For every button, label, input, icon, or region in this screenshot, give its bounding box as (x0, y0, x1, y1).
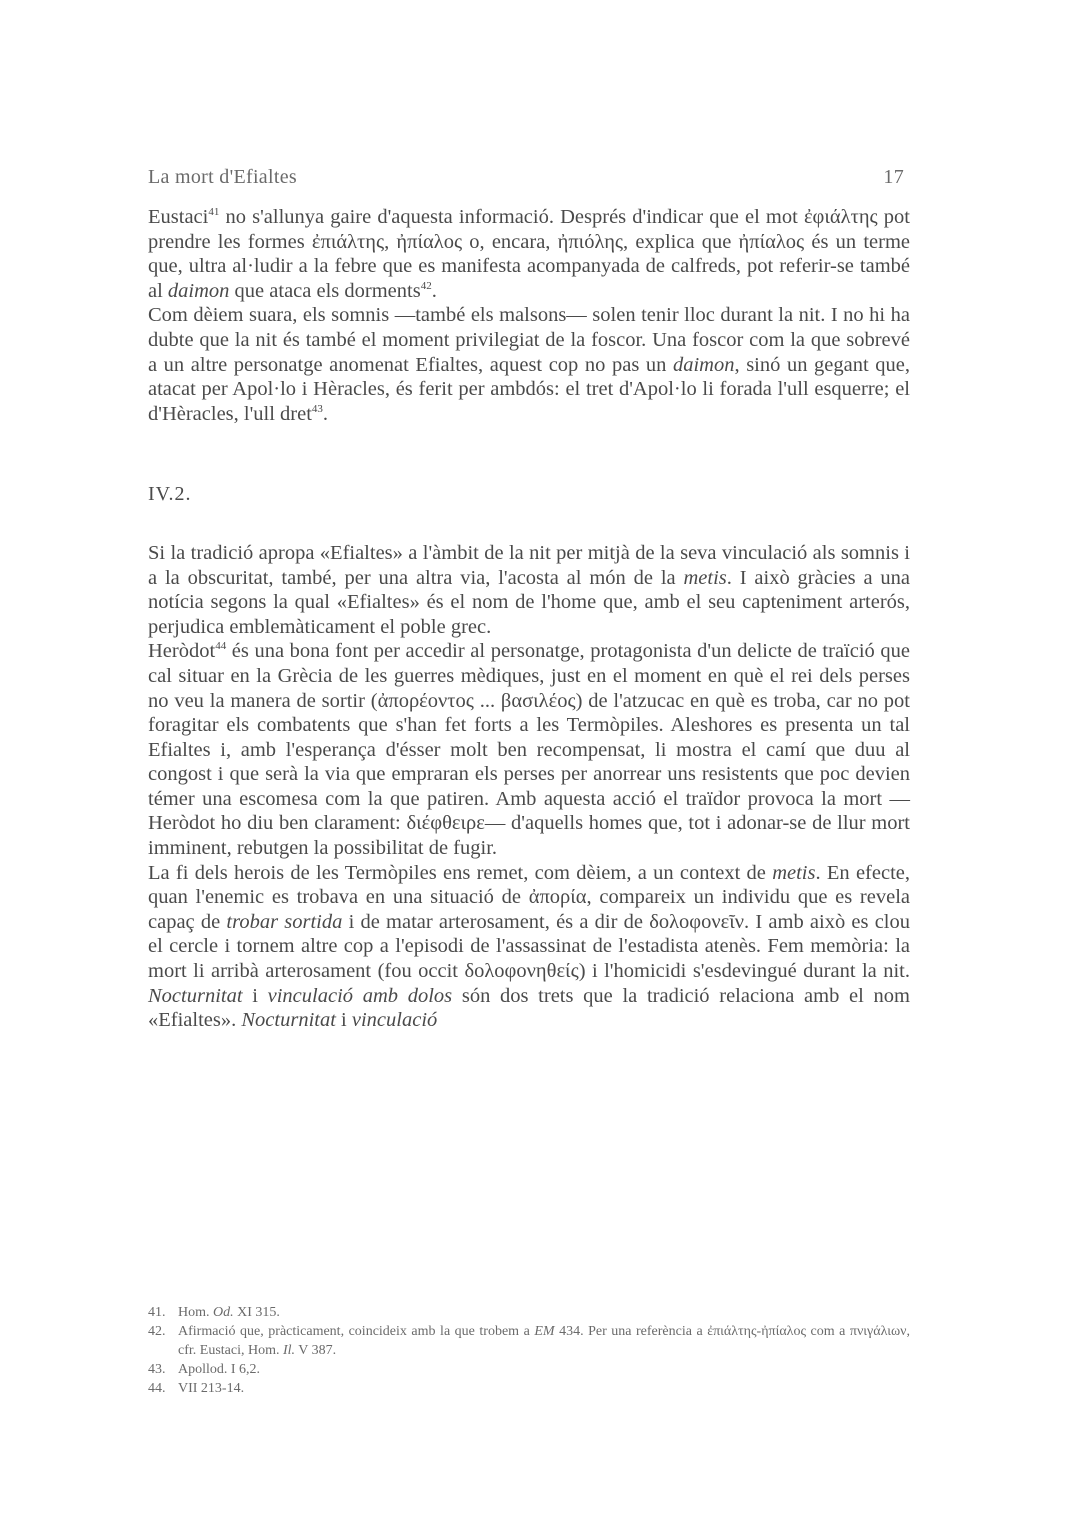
text-run: Eustaci (148, 206, 209, 228)
text-run: V 387. (295, 1343, 337, 1358)
italic-text: metis (772, 861, 816, 884)
main-text (148, 205, 910, 1033)
paragraph (148, 205, 910, 303)
footnote-text (178, 1322, 910, 1360)
italic-text: Nocturnitat (148, 984, 243, 1007)
footnote-text (178, 1360, 910, 1379)
text-run: . En efecte, quan l'enemic es trobava en una situació de ἀπορία, compareix un individu que es revela capaç de (148, 861, 910, 933)
italic-text: daimon (672, 353, 735, 376)
footnote (148, 1360, 910, 1379)
footnote-text (178, 1303, 910, 1322)
running-header (148, 166, 904, 189)
italic-text: metis (683, 566, 727, 589)
running-title: La mort d'Efialtes (148, 166, 297, 188)
footnote-number: 44. (148, 1381, 166, 1396)
paragraph (148, 861, 910, 1033)
paragraphs-before-section (148, 205, 910, 426)
text-run: és una bona font per accedir al personatge, protagonista d'un delicte de traïció que cal situar en la Grècia de les guerres mèdiques, just en el moment en què el rei dels perses no veu la manera de sortir (ἀπορέοντος ... βασιλέος) de l'atzucac en què es troba, car no pot foragitar els combatents que s'han fet forts a les Termòpiles. Aleshores es presenta un tal Efialtes i, amb l'esperança d'ésser molt ben recompensat, li mostra el camí que duu al congost i que serà la via que empraran els perses per anorrear uns resistents que poc devien témer una escomesa com la que patiren. Amb aquesta acció el traïdor provoca la mort —Heròdot ho diu ben clarament: διέφθειρε— d'aquells homes que, tot i adonar-se de llur mort imminent, rebutgen la possibilitat de fugir. (148, 640, 910, 860)
text-run: Com dèiem suara, els somnis —també els malsons— solen tenir lloc durant la nit. I no hi ha dubte que la nit és també el moment privilegiat de la foscor. Una foscor com la que sobrevé a un altre personatge anomenat Efialtes, aquest cop no pas un (148, 304, 910, 376)
footnote-text (178, 1379, 910, 1398)
text-run: i (242, 984, 268, 1007)
text-run: Apollod. I 6,2. (178, 1362, 261, 1377)
footnote-reference: 41 (208, 206, 220, 219)
footnotes (148, 1303, 910, 1398)
paragraph (148, 303, 910, 426)
footnote-number: 43. (148, 1362, 166, 1377)
text-run: . I això gràcies a una notícia segons la qual «Efialtes» és el nom de l'home que, amb el seu capteniment arterós, perjudica emblemàticament el poble grec. (148, 566, 910, 638)
text-run: i de matar arterosament, és a dir de δολοφονεῖν. I amb això es clou el cercle i tornem altre cop a l'episodi de l'assassinat de l'estadista atenès. Fem memòria: la mort li arribà arterosament (fou occit δολοφονηθείς) i l'homicidi s'esdevingué durant la nit. (148, 910, 910, 983)
page-number: 17 (883, 166, 904, 188)
italic-text: trobar sortida (226, 910, 343, 933)
italic-text: vinculació amb dolos (267, 984, 453, 1007)
footnote (148, 1303, 910, 1322)
text-run: , sinó un gegant que, atacat per Apol·lo i Hèracles, és ferit per ambdós: el tret d'Apol·lo li forada l'ull esquerre; el d'Hèracles, l'ull dret (148, 353, 910, 425)
footnote-reference: 42 (420, 279, 432, 292)
paragraph (148, 541, 910, 639)
section-heading: IV.2. (148, 483, 192, 506)
text-run: 434. Per una referència a ἐπιάλτης-ἠπίαλος com a πνιγάλιων, cfr. Eustaci, Hom. (178, 1324, 911, 1358)
text-run: Hom. (178, 1305, 213, 1320)
text-run: no s'allunya gaire d'aquesta informació. Després d'indicar que el mot ἐφιάλτης pot prendre les formes ἐπιάλτης, ἠπίαλος o, encara, ἠπιόλης, explica que ἠπίαλος és un terme que, ultra al·ludir a la febre que es manifesta acompanyada de calfreds, pot referir-se també al (148, 206, 910, 302)
italic-text: vinculació (351, 1009, 438, 1032)
paragraph (148, 639, 910, 860)
text-run: són dos trets que la tradició relaciona amb el nom «Efialtes». (148, 984, 910, 1032)
footnote (148, 1322, 910, 1360)
italic-text: Od. (213, 1305, 234, 1320)
italic-text: daimon (167, 279, 230, 302)
text-run: Si la tradició apropa «Efialtes» a l'àmbit de la nit per mitjà de la seva vinculació als somnis i a la obscuritat, també, per una altra via, l'acosta al món de la (148, 541, 910, 589)
text-run: La fi dels herois de les Termòpiles ens remet, com dèiem, a un context de (148, 861, 773, 884)
italic-text: EM (534, 1324, 555, 1339)
text-run: que ataca els dorments (229, 279, 421, 302)
footnote-number: 41. (148, 1305, 166, 1320)
italic-text: Il. (282, 1343, 296, 1358)
text-run: i (335, 1009, 352, 1032)
footnote-number: 42. (148, 1324, 166, 1339)
text-run: XI 315. (233, 1305, 280, 1320)
footnote-reference: 43 (311, 402, 323, 415)
paragraphs-after-section (148, 541, 910, 1033)
text-run: Heròdot (148, 640, 216, 663)
italic-text: Nocturnitat (241, 1009, 336, 1032)
text-run: . (431, 279, 437, 302)
footnote-reference: 44 (215, 640, 227, 653)
text-run: Afirmació que, pràcticament, coincideix amb la que trobem a (178, 1324, 535, 1339)
text-run: . (322, 402, 329, 425)
text-run: VII 213-14. (178, 1381, 245, 1396)
footnote (148, 1379, 910, 1398)
